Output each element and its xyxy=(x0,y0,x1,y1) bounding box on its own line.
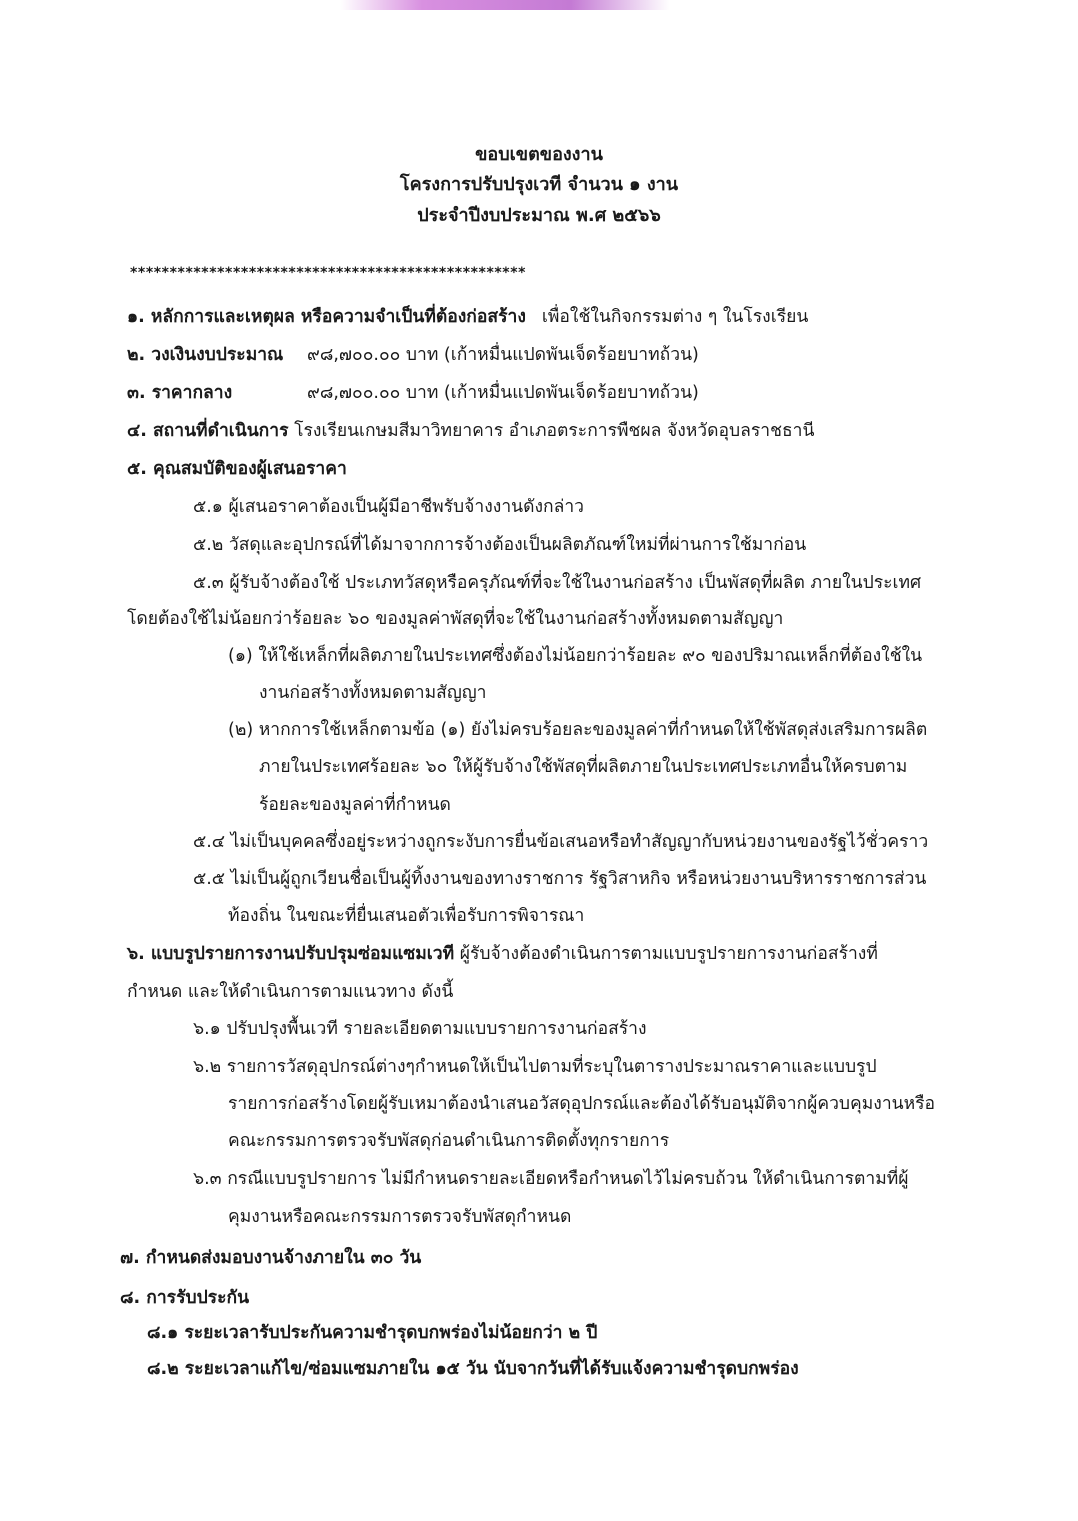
section-5-3-sub2-line1: (๒) หากการใช้เหล็กตามข้อ (๑) ยังไม่ครบร้อยละของมูลค่าที่กำหนดให้ใช้พัสดุส่งเสริมการผลิต xyxy=(228,720,928,740)
section-1 xyxy=(127,304,808,330)
section-1-text: เพื่อใช้ในกิจกรรมต่าง ๆ ในโรงเรียน xyxy=(541,307,809,327)
section-5-5-line2: ท้องถิ่น ในขณะที่ยื่นเสนอตัวเพื่อรับการพิจารณา xyxy=(228,906,585,926)
section-5-3-line1: ๕.๓ ผู้รับจ้างต้องใช้ ประเภทวัสดุหรือครุภัณฑ์ที่จะใช้ในงานก่อสร้าง เป็นพัสดุที่ผลิต ภายในประเทศ xyxy=(193,573,922,593)
section-6-text1: ผู้รับจ้างต้องดำเนินการตามแบบรูปรายการงานก่อสร้างที่ xyxy=(459,944,878,964)
section-2 xyxy=(127,342,699,368)
section-2-text: ๙๘,๗๐๐.๐๐ บาท (เก้าหมื่นแปดพันเจ็ดร้อยบาทถ้วน) xyxy=(307,345,699,365)
separator-line: ************************************************** xyxy=(130,265,527,281)
section-5-3-sub2-line3: ร้อยละของมูลค่าที่กำหนด xyxy=(259,795,451,815)
fiscal-year: ประจำปีงบประมาณ พ.ศ ๒๕๖๖ xyxy=(417,205,661,226)
section-3-text: ๙๘,๗๐๐.๐๐ บาท (เก้าหมื่นแปดพันเจ็ดร้อยบาทถ้วน) xyxy=(307,383,699,403)
doc-title: ขอบเขตของงาน xyxy=(475,144,603,165)
section-6-2-line2: รายการก่อสร้างโดยผู้รับเหมาต้องนำเสนอวัสดุอุปกรณ์และต้องได้รับอนุมัติจากผู้ควบคุมงานหรือ xyxy=(228,1094,936,1114)
section-5-5-line1: ๕.๕ ไม่เป็นผู้ถูกเวียนชื่อเป็นผู้ทิ้งงานของทางราชการ รัฐวิสาหกิจ หรือหน่วยงานบริหารราชการส่วน xyxy=(193,869,927,889)
section-4-text: โรงเรียนเกษมสีมาวิทยาคาร อำเภอตระการพืชผล จังหวัดอุบลราชธานี xyxy=(294,421,815,441)
section-6-text2: กำหนด และให้ดำเนินการตามแนวทาง ดังนี้ xyxy=(127,982,454,1002)
section-5-label: ๕. คุณสมบัติของผู้เสนอราคา xyxy=(127,459,347,479)
section-5-3-sub1-line1: (๑) ให้ใช้เหล็กที่ผลิตภายในประเทศซึ่งต้องไม่น้อยกว่าร้อยละ ๙๐ ของปริมาณเหล็กที่ต้องใช้ใน xyxy=(228,646,923,666)
section-4 xyxy=(127,418,814,444)
project-name: โครงการปรับปรุงเวที จำนวน ๑ งาน xyxy=(399,174,679,195)
section-2-label: ๒. วงเงินงบประมาณ xyxy=(127,345,284,365)
section-5-2: ๕.๒ วัสดุและอุปกรณ์ที่ได้มาจากการจ้างต้องเป็นผลิตภัณฑ์ใหม่ที่ผ่านการใช้มาก่อน xyxy=(193,535,807,555)
section-6 xyxy=(127,941,878,967)
section-3-label: ๓. ราคากลาง xyxy=(127,383,233,403)
section-5-3-sub2-line2: ภายในประเทศร้อยละ ๖๐ ให้ผู้รับจ้างใช้พัสดุที่ผลิตภายในประเทศประเภทอื่นให้ครบตาม xyxy=(259,757,908,777)
section-5-3-sub1-line2: งานก่อสร้างทั้งหมดตามสัญญา xyxy=(259,683,487,703)
section-1-label: ๑. หลักการและเหตุผล หรือความจำเป็นที่ต้องก่อสร้าง xyxy=(127,307,526,327)
section-6-1: ๖.๑ ปรับปรุงพื้นเวที รายละเอียดตามแบบรายการงานก่อสร้าง xyxy=(193,1019,647,1039)
section-6-3-line2: คุมงานหรือคณะกรรมการตรวจรับพัสดุกำหนด xyxy=(228,1207,572,1227)
section-5-1: ๕.๑ ผู้เสนอราคาต้องเป็นผู้มีอาชีพรับจ้างงานดังกล่าว xyxy=(193,497,584,517)
section-5-3-line2: โดยต้องใช้ไม่น้อยกว่าร้อยละ ๖๐ ของมูลค่าพัสดุที่จะใช้ในงานก่อสร้างทั้งหมดตามสัญญา xyxy=(127,609,784,629)
section-8-label: ๘. การรับประกัน xyxy=(120,1288,250,1308)
section-3 xyxy=(127,380,699,406)
section-6-2-line1: ๖.๒ รายการวัสดุอุปกรณ์ต่างๆกำหนดให้เป็นไปตามที่ระบุในตารางประมาณราคาและแบบรูป xyxy=(193,1057,877,1077)
section-7: ๗. กำหนดส่งมอบงานจ้างภายใน ๓๐ วัน xyxy=(120,1248,422,1268)
section-8-2: ๘.๒ ระยะเวลาแก้ไข/ซ่อมแซมภายใน ๑๕ วัน นับจากวันที่ได้รับแจ้งความชำรุดบกพร่อง xyxy=(147,1359,799,1379)
section-6-3-line1: ๖.๓ กรณีแบบรูปรายการ ไม่มีกำหนดรายละเอียดหรือกำหนดไว้ไม่ครบถ้วน ให้ดำเนินการตามที่ผู้ xyxy=(193,1169,909,1189)
section-6-label: ๖. แบบรูปรายการงานปรับปรุมซ่อมแซมเวที xyxy=(127,944,455,964)
section-8-1: ๘.๑ ระยะเวลารับประกันความชำรุดบกพร่องไม่น้อยกว่า ๒ ปี xyxy=(147,1323,598,1343)
section-6-2-line3: คณะกรรมการตรวจรับพัสดุก่อนดำเนินการติดตั้งทุกรายการ xyxy=(228,1131,670,1151)
section-5-4: ๕.๔ ไม่เป็นบุคคลซึ่งอยู่ระหว่างถูกระงับการยื่นข้อเสนอหรือทำสัญญากับหน่วยงานของรัฐไว้ชั่วคราว xyxy=(193,832,929,852)
section-4-label: ๔. สถานที่ดำเนินการ xyxy=(127,421,289,441)
